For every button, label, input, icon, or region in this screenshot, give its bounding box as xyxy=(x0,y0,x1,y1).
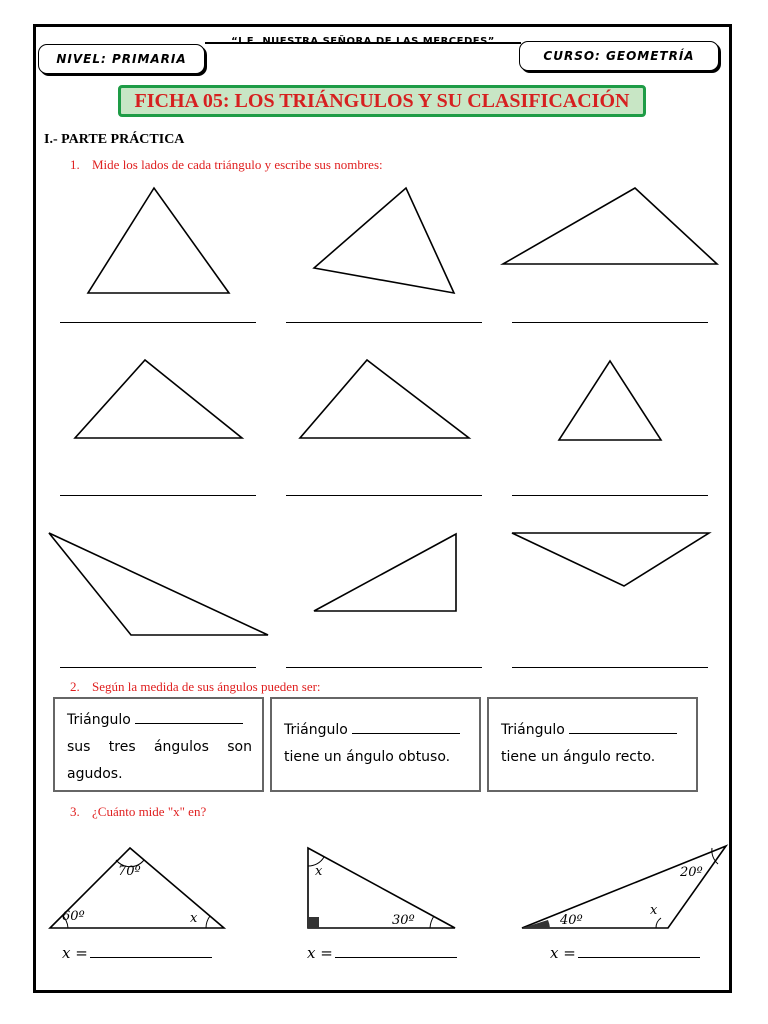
angle-label: x xyxy=(650,903,658,918)
course-label: CURSO: GEOMETRÍA xyxy=(519,41,719,71)
school-name: “I.E. NUESTRA SEÑORA DE LAS MERCEDES” xyxy=(231,36,495,47)
answer-line[interactable] xyxy=(286,322,482,323)
angle-label: 30º xyxy=(392,913,415,928)
answer-label: x = xyxy=(307,944,333,962)
triangle-2 xyxy=(314,188,454,293)
box-word: ángulos xyxy=(153,739,209,755)
triangle-6 xyxy=(559,361,661,440)
answer-line[interactable] xyxy=(60,495,256,496)
box-label: Triángulo xyxy=(67,712,131,728)
q1-text: Mide los lados de cada triángulo y escribe sus nombres: xyxy=(92,157,383,172)
classification-box-acute xyxy=(53,697,264,792)
angle-label: 40º xyxy=(560,913,583,928)
answer-blank[interactable] xyxy=(90,945,212,958)
box-label: Triángulo xyxy=(284,722,348,738)
triangle-5 xyxy=(300,360,469,438)
answer-line[interactable] xyxy=(60,322,256,323)
answer-label: x = xyxy=(62,944,88,962)
classification-box-obtuse xyxy=(270,697,481,792)
answer-label: x = xyxy=(550,944,576,962)
box-description: tiene un ángulo obtuso. xyxy=(284,749,451,765)
answer-blank[interactable] xyxy=(335,945,457,958)
angle-label: 20º xyxy=(680,865,703,880)
answer-line[interactable] xyxy=(512,322,708,323)
triangle-1 xyxy=(88,188,229,293)
box-word: tres xyxy=(108,739,136,755)
box-word: son xyxy=(227,739,252,755)
triangle-3 xyxy=(503,188,717,264)
box-word: sus xyxy=(67,739,91,755)
classification-box-right xyxy=(487,697,698,792)
answer-x-2 xyxy=(307,944,457,962)
q3-number: 3. xyxy=(70,804,80,819)
answer-blank[interactable] xyxy=(578,945,700,958)
answer-x-1 xyxy=(62,944,212,962)
answer-line[interactable] xyxy=(60,667,256,668)
answer-line[interactable] xyxy=(286,667,482,668)
fill-blank[interactable] xyxy=(352,719,460,734)
q3-text: ¿Cuánto mide "x" en? xyxy=(92,804,207,819)
triangle-7 xyxy=(49,533,268,635)
answer-line[interactable] xyxy=(512,495,708,496)
angle-label: 60º xyxy=(62,909,85,924)
q1-number: 1. xyxy=(70,157,80,172)
worksheet-title: FICHA 05: LOS TRIÁNGULOS Y SU CLASIFICACIÓN xyxy=(118,85,646,117)
triangle-9 xyxy=(512,533,709,586)
level-label: NIVEL: PRIMARIA xyxy=(38,44,205,74)
section-title: I.- PARTE PRÁCTICA xyxy=(44,132,185,147)
angle-label: x xyxy=(190,911,198,926)
angle-label: 70º xyxy=(118,864,141,879)
box-description: tiene un ángulo recto. xyxy=(501,749,656,765)
triangle-8 xyxy=(314,534,456,611)
fill-blank[interactable] xyxy=(135,709,243,724)
q2-number: 2. xyxy=(70,679,80,694)
answer-line[interactable] xyxy=(512,667,708,668)
triangle-4 xyxy=(75,360,242,438)
angle-label: x xyxy=(315,864,323,879)
angle-triangle-2 xyxy=(308,848,455,928)
answer-x-3 xyxy=(550,944,700,962)
angle-figures xyxy=(0,830,768,940)
box-word: agudos. xyxy=(67,766,123,782)
angle-triangle-3 xyxy=(522,846,726,928)
box-label: Triángulo xyxy=(501,722,565,738)
q2-text: Según la medida de sus ángulos pueden ser: xyxy=(92,679,321,694)
fill-blank[interactable] xyxy=(569,719,677,734)
answer-line[interactable] xyxy=(286,495,482,496)
